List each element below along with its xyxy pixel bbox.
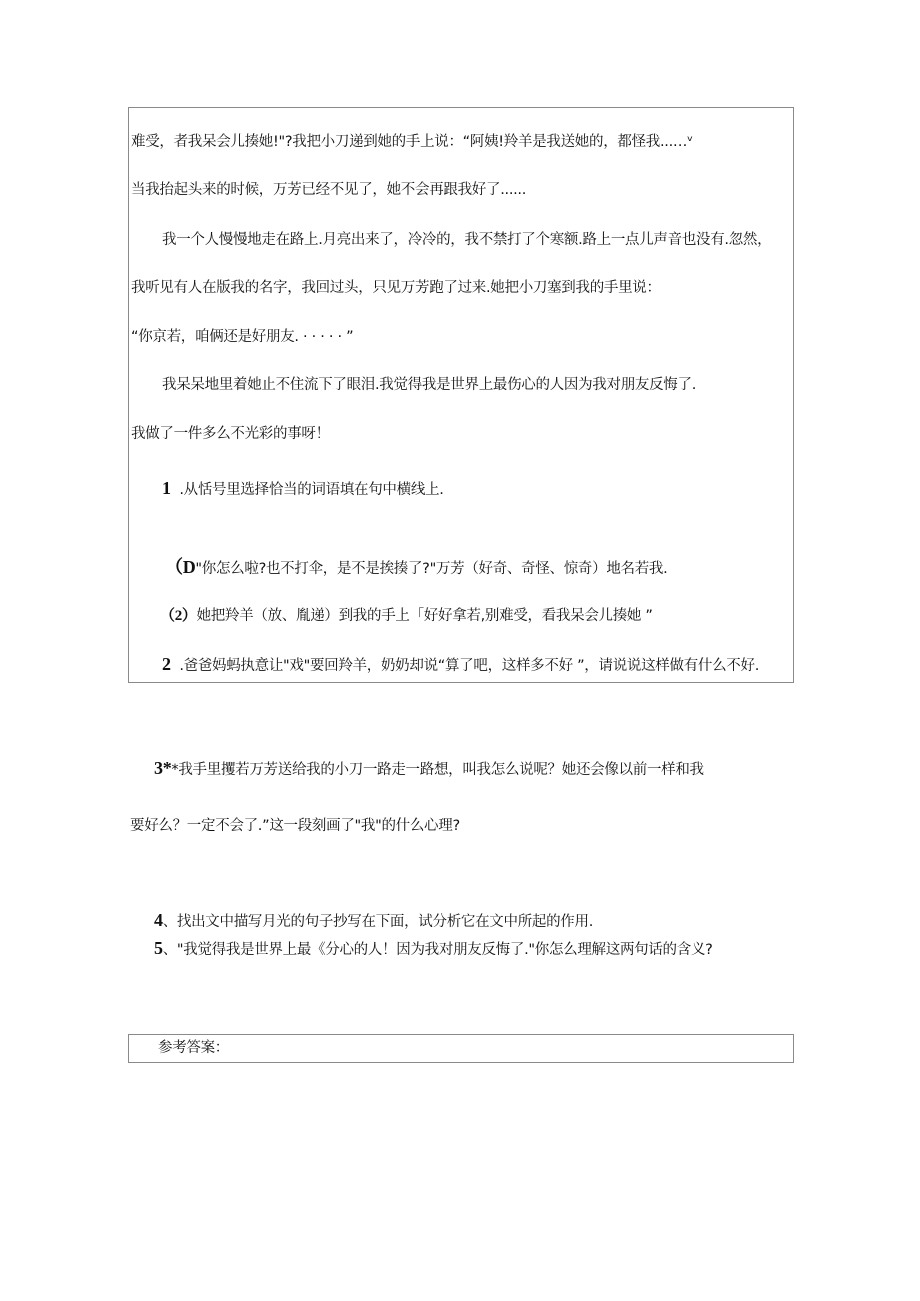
question-text: 她把羚羊（放、胤递）到我的手上「好好拿若,别难受，看我呆会儿揍她 ” (196, 608, 653, 624)
question-text: 、找出文中描写月光的句子抄写在下面，试分析它在文中所起的作用. (162, 914, 594, 930)
question-text: .爸爸妈蚂执意让"戏"要回羚羊，奶奶却说“算了吧，这样多不好 ”，请说说这样做有什么不好. (179, 658, 760, 674)
passage-line: 我做了一件多么不光彩的事呀！ (131, 426, 330, 442)
question-number: 2 (162, 654, 171, 674)
question-1-part-1 (165, 557, 667, 579)
question-text: "你怎么啦?也不打伞，是不是挨揍了?"万芳（好奇、奇怪、惊奇）地名若我. (195, 561, 668, 577)
question-number: 5 (154, 938, 163, 958)
question-text: .从恬号里选择恰当的词语填在句中横线上. (179, 482, 444, 498)
question-text: 、"我觉得我是世界上最《分心的人！因为我对朋友反悔了."你怎么理解这两句话的含义? (162, 942, 713, 958)
question-number: （2） (160, 608, 197, 624)
question-number: 1 (162, 478, 171, 498)
question-number: 3* (154, 758, 172, 778)
answers-label: 参考答案： (158, 1040, 229, 1056)
question-number: （D (165, 557, 196, 577)
passage-line: 难受，者我呆会儿揍她!"?我把小刀递到她的手上说：“阿姨!羚羊是我送她的，都怪我...…ᵛ (131, 134, 693, 150)
question-5 (154, 938, 713, 960)
passage-line: 我呆呆地里着她止不住流下了眼泪.我觉得我是世界上最伤心的人因为我对朋友反悔了. (162, 377, 697, 393)
passage-line: 我一个人慢慢地走在路上.月亮出来了，冷冷的，我不禁打了个寒额.路上一点儿声音也没有.忽然， (162, 232, 772, 248)
question-number: 4 (154, 910, 163, 930)
question-text: *我手里攫若万芳送给我的小刀一路走一路想，叫我怎么说呢？她还会像以前一样和我 (171, 762, 704, 778)
question-3 (154, 758, 704, 780)
question-3-continued: 要好么？一定不会了.”这一段刻画了"我"的什么心理? (130, 818, 460, 834)
passage-line: “你京若，咱俩还是好朋友. · · · · · ” (131, 329, 354, 345)
passage-line: 我听见有人在版我的名字，我回过头，只见万芳跑了过来.她把小刀塞到我的手里说： (131, 280, 661, 296)
question-2 (162, 654, 759, 676)
question-4 (154, 910, 593, 932)
question-1-part-2 (160, 606, 653, 626)
passage-line: 当我抬起头来的时候，万芳已经不见了，她不会再跟我好了...... (131, 182, 527, 198)
question-1 (162, 478, 444, 500)
